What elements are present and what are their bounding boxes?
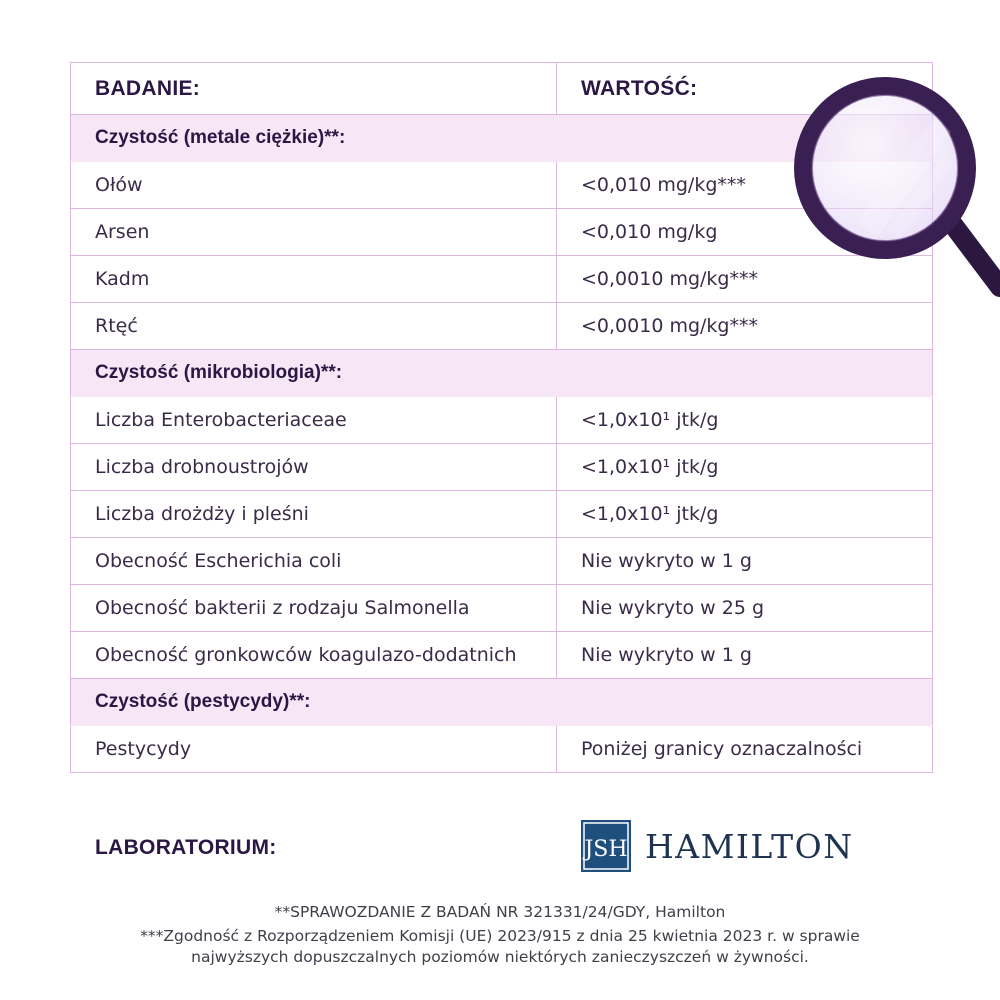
test-name: Liczba Enterobacteriaceae <box>71 397 557 444</box>
table-row <box>71 491 933 538</box>
test-name: Pestycydy <box>71 726 557 773</box>
test-value: Nie wykryto w 1 g <box>557 538 933 585</box>
section-title: Czystość (metale ciężkie)**: <box>71 115 933 162</box>
laboratory-name: HAMILTON <box>645 826 854 866</box>
svg-text:JSH: JSH <box>584 837 628 862</box>
footnotes <box>100 902 900 968</box>
test-name: Kadm <box>71 256 557 303</box>
test-value: <1,0x10¹ jtk/g <box>557 444 933 491</box>
section-title: Czystość (mikrobiologia)**: <box>71 350 933 397</box>
header-value: WARTOŚĆ: <box>557 63 933 115</box>
table-row <box>71 397 933 444</box>
test-name: Rtęć <box>71 303 557 350</box>
table-row <box>71 444 933 491</box>
footnote-regulation: ***Zgodność z Rozporządzeniem Komisji (UE) 2023/915 z dnia 25 kwietnia 2023 r. w sprawie najwyższych dopuszczalnych poziomów niektórych zanieczyszczeń w żywności. <box>140 927 860 966</box>
test-value: <0,0010 mg/kg*** <box>557 256 933 303</box>
magnifying-glass-icon <box>786 72 1000 302</box>
test-name: Obecność gronkowców koagulazo-dodatnich <box>71 632 557 679</box>
test-value: Poniżej granicy oznaczalności <box>557 726 933 773</box>
table-row <box>71 538 933 585</box>
test-name: Ołów <box>71 162 557 209</box>
header-test: BADANIE: <box>71 63 557 115</box>
test-value: <0,0010 mg/kg*** <box>557 303 933 350</box>
test-value: Nie wykryto w 25 g <box>557 585 933 632</box>
test-value: <1,0x10¹ jtk/g <box>557 491 933 538</box>
hamilton-logo-mark <box>581 820 631 872</box>
test-value: <0,010 mg/kg <box>557 209 933 256</box>
hamilton-logo <box>581 820 854 872</box>
table-row <box>71 303 933 350</box>
table-row <box>71 726 933 773</box>
test-value: Nie wykryto w 1 g <box>557 632 933 679</box>
table-row <box>71 632 933 679</box>
test-name: Obecność bakterii z rodzaju Salmonella <box>71 585 557 632</box>
section-row <box>71 679 933 726</box>
test-name: Arsen <box>71 209 557 256</box>
section-row <box>71 350 933 397</box>
test-value: <0,010 mg/kg*** <box>557 162 933 209</box>
table-row <box>71 585 933 632</box>
footnote-report: **SPRAWOZDANIE Z BADAŃ NR 321331/24/GDY, Hamilton <box>274 903 726 921</box>
test-name: Obecność Escherichia coli <box>71 538 557 585</box>
laboratory-label: LABORATORIUM: <box>95 836 277 859</box>
section-title: Czystość (pestycydy)**: <box>71 679 933 726</box>
test-name: Liczba drożdży i pleśni <box>71 491 557 538</box>
test-name: Liczba drobnoustrojów <box>71 444 557 491</box>
test-value: <1,0x10¹ jtk/g <box>557 397 933 444</box>
